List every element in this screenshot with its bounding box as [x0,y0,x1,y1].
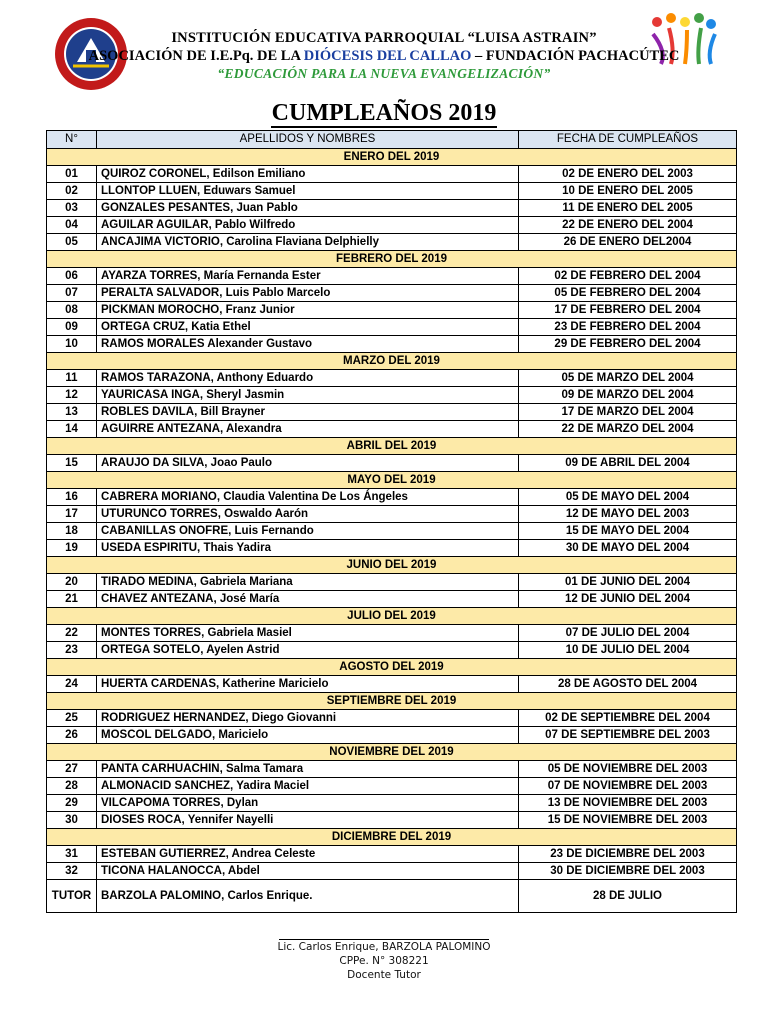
student-name: MOSCOL DELGADO, Maricielo [97,727,519,744]
month-label: NOVIEMBRE DEL 2019 [47,744,737,761]
birthday-date: 15 DE NOVIEMBRE DEL 2003 [519,812,737,829]
row-number: 11 [47,370,97,387]
birthday-date: 05 DE FEBRERO DEL 2004 [519,285,737,302]
row-number: 14 [47,421,97,438]
birthday-date: 15 DE MAYO DEL 2004 [519,523,737,540]
table-row [47,795,737,812]
association-line [0,48,768,65]
student-name: ORTEGA SOTELO, Ayelen Astrid [97,642,519,659]
table-row [47,302,737,319]
student-name: LLONTOP LLUEN, Eduwars Samuel [97,183,519,200]
month-header-row [47,608,737,625]
birthday-date: 10 DE ENERO DEL 2005 [519,183,737,200]
month-header-row [47,557,737,574]
table-row [47,217,737,234]
row-number: 16 [47,489,97,506]
table-row [47,778,737,795]
table-row [47,506,737,523]
student-name: CABRERA MORIANO, Claudia Valentina De Los Ángeles [97,489,519,506]
row-number: 28 [47,778,97,795]
student-name: AGUIRRE ANTEZANA, Alexandra [97,421,519,438]
table-row [47,761,737,778]
birthday-table [46,130,737,913]
birthday-date: 29 DE FEBRERO DEL 2004 [519,336,737,353]
month-label: JUNIO DEL 2019 [47,557,737,574]
student-name: QUIROZ CORONEL, Edilson Emiliano [97,166,519,183]
student-name: RAMOS MORALES Alexander Gustavo [97,336,519,353]
row-number: 26 [47,727,97,744]
table-row [47,285,737,302]
page-title: CUMPLEAÑOS 2019 [271,100,497,126]
month-header-row [47,353,737,370]
table-row [47,591,737,608]
birthday-date: 17 DE MARZO DEL 2004 [519,404,737,421]
birthday-date: 12 DE JUNIO DEL 2004 [519,591,737,608]
student-name: CABANILLAS ONOFRE, Luis Fernando [97,523,519,540]
table-row [47,489,737,506]
table-row [47,812,737,829]
birthday-date: 02 DE FEBRERO DEL 2004 [519,268,737,285]
student-name: RODRIGUEZ HERNANDEZ, Diego Giovanni [97,710,519,727]
signature-name: Lic. Carlos Enrique, BARZOLA PALOMINO [277,941,491,953]
student-name: RAMOS TARAZONA, Anthony Eduardo [97,370,519,387]
table-row [47,421,737,438]
row-number: 31 [47,846,97,863]
birthday-date: 01 DE JUNIO DEL 2004 [519,574,737,591]
row-number: 24 [47,676,97,693]
table-row [47,727,737,744]
row-number: 32 [47,863,97,880]
table-row [47,268,737,285]
student-name: UTURUNCO TORRES, Oswaldo Aarón [97,506,519,523]
table-row [47,846,737,863]
student-name: PERALTA SALVADOR, Luis Pablo Marcelo [97,285,519,302]
institution-name: INSTITUCIÓN EDUCATIVA PARROQUIAL “LUISA ASTRAIN” [171,30,597,46]
row-number: 20 [47,574,97,591]
row-number: 25 [47,710,97,727]
birthday-date: 30 DE MAYO DEL 2004 [519,540,737,557]
month-label: MAYO DEL 2019 [47,472,737,489]
student-name: ESTEBAN GUTIERREZ, Andrea Celeste [97,846,519,863]
birthday-date: 12 DE MAYO DEL 2003 [519,506,737,523]
student-name: PANTA CARHUACHIN, Salma Tamara [97,761,519,778]
row-number: 08 [47,302,97,319]
month-header-row [47,149,737,166]
birthday-date: 26 DE ENERO DEL2004 [519,234,737,251]
table-row [47,676,737,693]
birthday-date: 07 DE NOVIEMBRE DEL 2003 [519,778,737,795]
signature-registration: CPPe. N° 308221 [339,955,429,967]
student-name: DIOSES ROCA, Yennifer Nayelli [97,812,519,829]
month-header-row [47,251,737,268]
row-number: 13 [47,404,97,421]
month-header-row [47,659,737,676]
student-name: TICONA HALANOCCA, Abdel [97,863,519,880]
row-number: 18 [47,523,97,540]
signature-line [279,939,489,940]
row-number: 05 [47,234,97,251]
association-line-a: ASOCIACIÓN DE I.E.Pq. DE LA [88,48,304,64]
table-row [47,166,737,183]
student-name: AYARZA TORRES, María Fernanda Ester [97,268,519,285]
motto: “EDUCACIÓN PARA LA NUEVA EVANGELIZACIÓN” [217,66,551,81]
row-number: 27 [47,761,97,778]
birthday-date: 23 DE DICIEMBRE DEL 2003 [519,846,737,863]
birthday-date: 22 DE MARZO DEL 2004 [519,421,737,438]
birthday-date: 30 DE DICIEMBRE DEL 2003 [519,863,737,880]
row-number: 12 [47,387,97,404]
student-name: VILCAPOMA TORRES, Dylan [97,795,519,812]
table-row [47,387,737,404]
birthday-date: 13 DE NOVIEMBRE DEL 2003 [519,795,737,812]
birthday-date: 11 DE ENERO DEL 2005 [519,200,737,217]
birthday-date: 07 DE SEPTIEMBRE DEL 2003 [519,727,737,744]
tutor-row [47,880,737,913]
table-row [47,523,737,540]
birthday-date: 02 DE ENERO DEL 2003 [519,166,737,183]
table-row [47,336,737,353]
month-label: FEBRERO DEL 2019 [47,251,737,268]
student-name: GONZALES PESANTES, Juan Pablo [97,200,519,217]
month-header-row [47,472,737,489]
month-label: ABRIL DEL 2019 [47,438,737,455]
association-line-c: – FUNDACIÓN PACHACÚTEC [471,48,680,64]
association-line-diocese: DIÓCESIS DEL CALLAO [303,48,472,64]
student-name: ORTEGA CRUZ, Katia Ethel [97,319,519,336]
month-label: DICIEMBRE DEL 2019 [47,829,737,846]
student-name: TIRADO MEDINA, Gabriela Mariana [97,574,519,591]
tutor-name: BARZOLA PALOMINO, Carlos Enrique. [97,880,519,913]
birthday-date: 07 DE JULIO DEL 2004 [519,625,737,642]
row-number: 30 [47,812,97,829]
table-row [47,710,737,727]
birthday-date: 28 DE AGOSTO DEL 2004 [519,676,737,693]
table-row [47,540,737,557]
birthday-date: 23 DE FEBRERO DEL 2004 [519,319,737,336]
row-number: 22 [47,625,97,642]
month-header-row [47,744,737,761]
table-row [47,234,737,251]
birthday-date: 05 DE MARZO DEL 2004 [519,370,737,387]
table-body [47,149,737,913]
student-name: HUERTA CARDENAS, Katherine Maricielo [97,676,519,693]
row-number: 15 [47,455,97,472]
row-number: 06 [47,268,97,285]
row-number: 02 [47,183,97,200]
birthday-date: 10 DE JULIO DEL 2004 [519,642,737,659]
row-number: 01 [47,166,97,183]
table-row [47,863,737,880]
table-row [47,200,737,217]
column-header-name: APELLIDOS Y NOMBRES [97,131,519,149]
birthday-date: 17 DE FEBRERO DEL 2004 [519,302,737,319]
student-name: USEDA ESPIRITU, Thais Yadira [97,540,519,557]
student-name: YAURICASA INGA, Sheryl Jasmin [97,387,519,404]
table-row [47,574,737,591]
column-header-date: FECHA DE CUMPLEAÑOS [519,131,737,149]
column-header-number: N° [47,131,97,149]
table-row [47,404,737,421]
student-name: CHAVEZ ANTEZANA, José María [97,591,519,608]
month-header-row [47,693,737,710]
birthday-date: 05 DE NOVIEMBRE DEL 2003 [519,761,737,778]
month-label: ENERO DEL 2019 [47,149,737,166]
birthday-date: 09 DE ABRIL DEL 2004 [519,455,737,472]
student-name: MONTES TORRES, Gabriela Masiel [97,625,519,642]
month-header-row [47,438,737,455]
birthday-date: 02 DE SEPTIEMBRE DEL 2004 [519,710,737,727]
row-number: 19 [47,540,97,557]
student-name: ANCAJIMA VICTORIO, Carolina Flaviana Delphielly [97,234,519,251]
birthday-date: 05 DE MAYO DEL 2004 [519,489,737,506]
row-number: 07 [47,285,97,302]
row-number: 17 [47,506,97,523]
table-row [47,183,737,200]
table-row [47,625,737,642]
table-row [47,370,737,387]
signature-role: Docente Tutor [347,969,421,981]
tutor-birthday: 28 DE JULIO [519,880,737,913]
table-header-row [47,131,737,149]
student-name: ALMONACID SANCHEZ, Yadira Maciel [97,778,519,795]
month-label: AGOSTO DEL 2019 [47,659,737,676]
tutor-label: TUTOR [47,880,97,913]
row-number: 21 [47,591,97,608]
row-number: 04 [47,217,97,234]
birthday-date: 22 DE ENERO DEL 2004 [519,217,737,234]
row-number: 23 [47,642,97,659]
row-number: 03 [47,200,97,217]
birthday-date: 09 DE MARZO DEL 2004 [519,387,737,404]
month-label: MARZO DEL 2019 [47,353,737,370]
student-name: AGUILAR AGUILAR, Pablo Wilfredo [97,217,519,234]
month-label: JULIO DEL 2019 [47,608,737,625]
table-row [47,319,737,336]
student-name: ROBLES DAVILA, Bill Brayner [97,404,519,421]
row-number: 10 [47,336,97,353]
month-label: SEPTIEMBRE DEL 2019 [47,693,737,710]
table-row [47,455,737,472]
month-header-row [47,829,737,846]
table-row [47,642,737,659]
student-name: ARAUJO DA SILVA, Joao Paulo [97,455,519,472]
row-number: 29 [47,795,97,812]
student-name: PICKMAN MOROCHO, Franz Junior [97,302,519,319]
row-number: 09 [47,319,97,336]
